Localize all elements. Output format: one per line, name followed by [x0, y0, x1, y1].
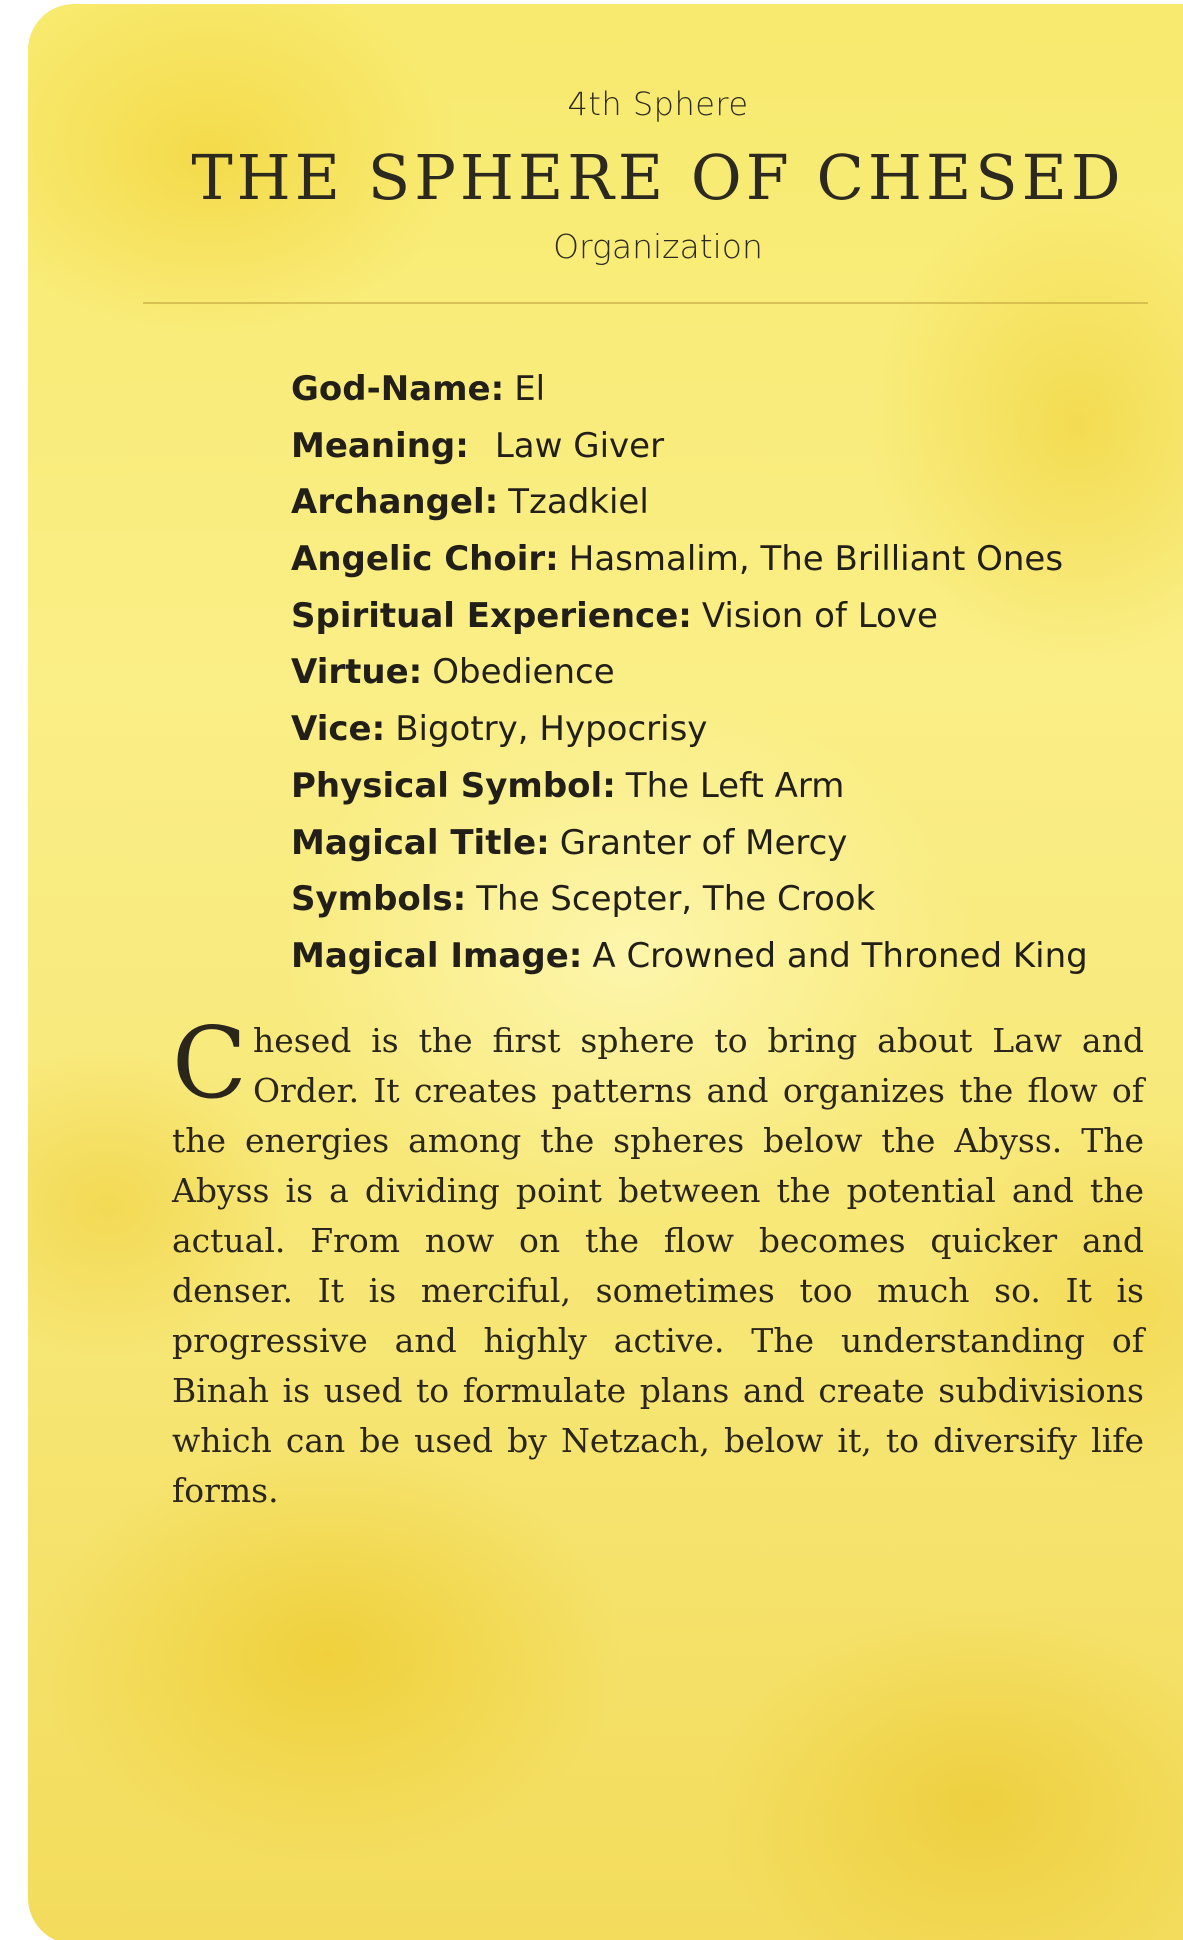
- attribute-value: The Left Arm: [625, 765, 845, 806]
- attribute-angelic-choir: [291, 531, 1171, 588]
- attribute-value: Vision of Love: [701, 595, 938, 636]
- drop-cap: C: [172, 1007, 247, 1121]
- attribute-value: Granter of Mercy: [559, 822, 848, 863]
- attribute-physical-symbol: [291, 758, 1171, 815]
- attribute-magical-title: [291, 815, 1171, 872]
- attribute-label: Symbols:: [291, 879, 467, 920]
- attribute-value: The Scepter, The Crook: [476, 879, 876, 920]
- attribute-label: Virtue:: [291, 652, 423, 693]
- attribute-archangel: [291, 474, 1171, 531]
- attribute-label: Magical Image:: [291, 935, 583, 976]
- attribute-value: Hasmalim, The Brilliant Ones: [568, 539, 1064, 580]
- sphere-description: [172, 1007, 1144, 1516]
- card-title: THE SPHERE OF CHESED: [191, 141, 1125, 214]
- sphere-number: 4th Sphere: [567, 85, 749, 123]
- attribute-label: Archangel:: [291, 482, 499, 523]
- attribute-spiritual-experience: [291, 588, 1171, 645]
- attribute-label: Meaning:: [291, 425, 469, 466]
- attribute-virtue: [291, 644, 1171, 701]
- attribute-value: A Crowned and Throned King: [592, 935, 1088, 976]
- card-subtitle: Organization: [553, 227, 763, 266]
- attribute-symbols: [291, 871, 1171, 928]
- attribute-list: [291, 361, 1171, 985]
- attribute-value: Bigotry, Hypocrisy: [395, 709, 708, 750]
- attribute-vice: [291, 701, 1171, 758]
- attribute-label: Angelic Choir:: [291, 539, 559, 580]
- attribute-label: Spiritual Experience:: [291, 595, 692, 636]
- header-divider: [143, 302, 1148, 304]
- description-text: hesed is the first sphere to bring about Law and Order. It creates patterns and organizes the flow of the energies among the spheres below the Abyss. The Abyss is a dividing point between the potential and the actual. From now on the flow becomes quicker and denser. It is merciful, sometimes too much so. It is progressive and highly active. The understanding of Binah is used to formulate plans and create subdivisions which can be used by Netzach, below it, to diversify life forms.: [172, 1021, 1144, 1510]
- attribute-value: Obedience: [432, 652, 615, 693]
- attribute-value: Law Giver: [494, 425, 665, 466]
- attribute-value: Tzadkiel: [508, 482, 649, 523]
- attribute-label: Magical Title:: [291, 822, 550, 863]
- attribute-magical-image: [291, 928, 1171, 985]
- card-header: [28, 84, 1183, 268]
- attribute-label: God-Name:: [291, 369, 505, 409]
- attribute-god-name: [291, 361, 1171, 418]
- attribute-value: El: [514, 369, 546, 409]
- attribute-label: Vice:: [291, 709, 386, 750]
- sphere-card: [28, 4, 1183, 1940]
- attribute-label: Physical Symbol:: [291, 765, 616, 806]
- attribute-meaning: [291, 418, 1171, 475]
